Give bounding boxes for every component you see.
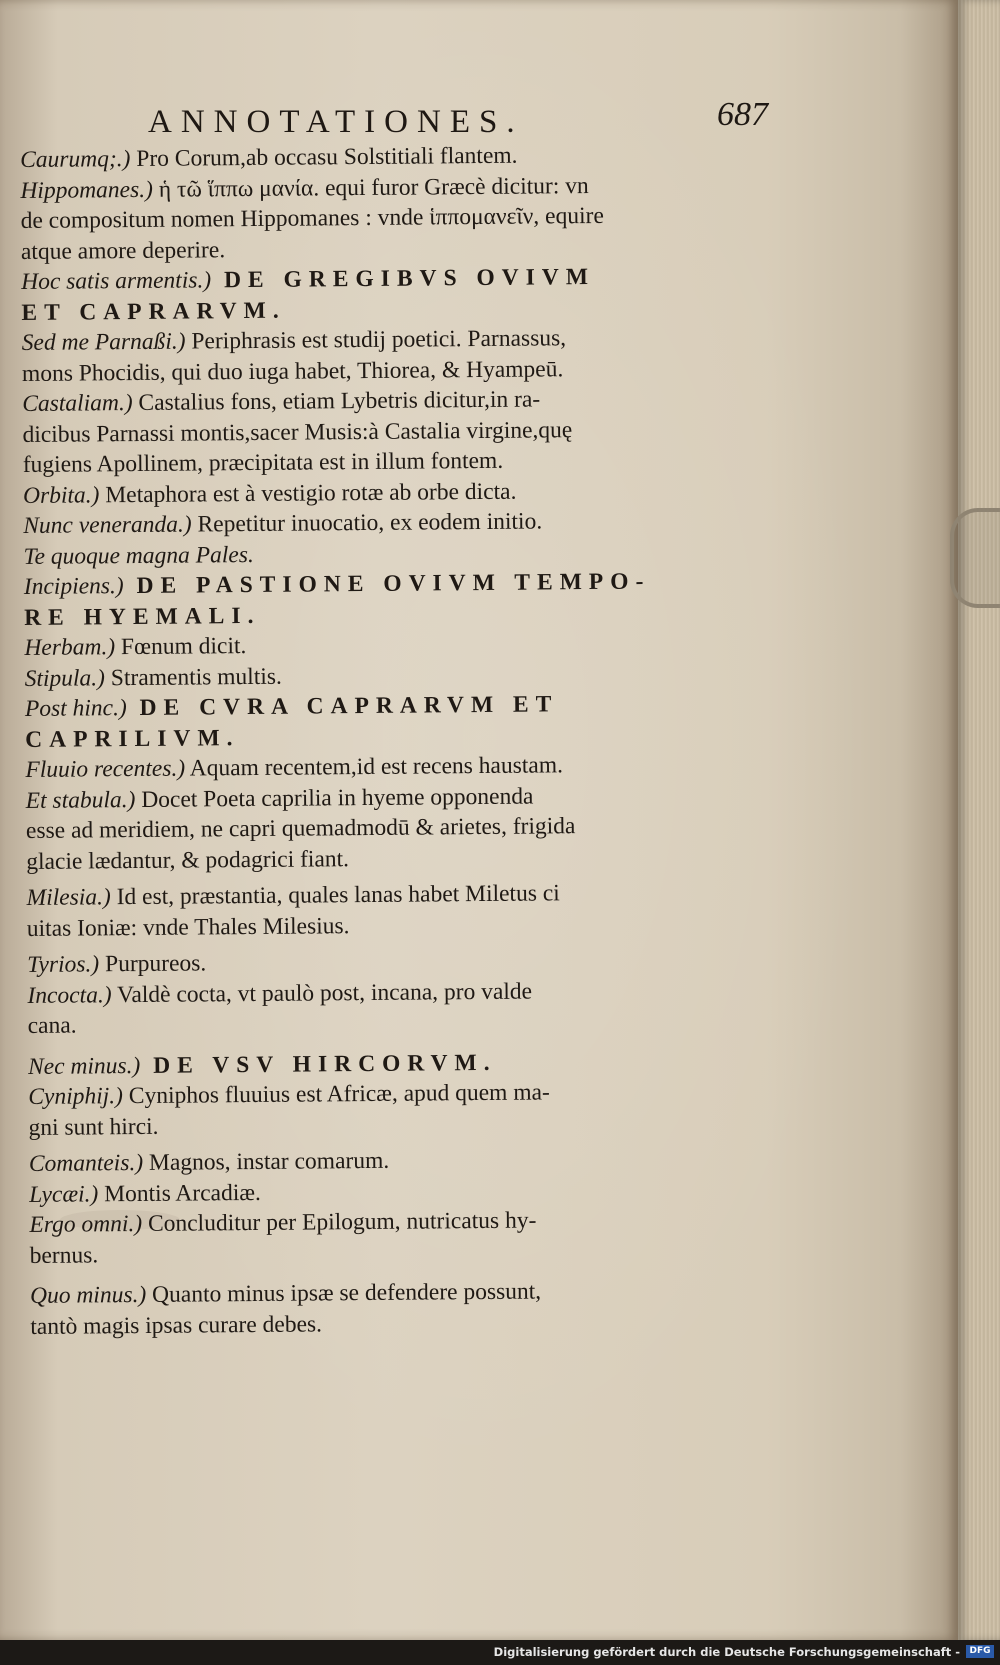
lemma: Stipula.) [24,664,106,692]
section-heading: DE CVRA CAPRARVM ET CAPRILIVM. [25,691,559,753]
page-edges [958,0,1000,1640]
gloss: Montis Arcadiæ. [98,1179,261,1207]
gloss: mons Phocidis, qui duo iuga habet, Thiorea, & Hyampeū. [21,355,564,387]
gloss: Cyniphos fluuius est Africæ, apud quem ma- [122,1079,550,1110]
lemma: Herbam.) [24,634,116,661]
section-heading: DE VSV HIRCORVM. [140,1049,497,1079]
entry-line [25,688,761,755]
lemma: Nunc veneranda.) [23,511,192,539]
lemma: Fluuio recentes.) [25,755,186,783]
gloss: dicibus Parnassi montis,sacer Musis:à Castalia virgine,quę [22,416,573,448]
gloss: atque amore deperire. [20,236,226,265]
lemma: Tyrios.) [27,951,100,978]
lemma: Orbita.) [22,481,100,509]
gloss: de compositum nomen Hippomanes : vnde ἱππομανεῖν, equire [20,202,604,234]
gloss: Periphrasis est studij poetici. Parnassus, [185,325,567,355]
gloss: fugiens Apollinem, præcipitata est in illum fontem. [22,447,504,478]
lemma: Te quoque magna Pales. [23,541,254,570]
gloss: Pro Corum,ab occasu Solstitiali flantem. [130,142,518,173]
gloss: Docet Poeta caprilia in hyeme opponenda [135,783,534,813]
gloss: Metaphora est à vestigio rotæ ab orbe dicta. [99,478,517,508]
lemma: Nec minus.) [27,1052,141,1080]
section-heading: DE PASTIONE OVIVM TEMPO- [123,568,651,600]
gloss: uitas Ioniæ: vnde Thales Milesius. [26,912,350,942]
lemma: Lycæi.) [29,1180,99,1208]
gloss: Purpureos. [99,950,207,978]
entry-line [30,1305,765,1342]
gloss: Castalius fons, etiam Lybetris dicitur,in ra- [132,386,541,417]
lemma: Castaliam.) [22,390,133,417]
gloss: Fœnum dicit. [114,633,247,661]
gloss: Magnos, instar comarum. [143,1147,390,1176]
gloss: Concluditur per Epilogum, nutricatus hy- [142,1207,537,1237]
lemma: Milesia.) [26,884,111,911]
lemma: Hippomanes.) [20,176,154,204]
gloss: bernus. [29,1241,99,1269]
lemma: Ergo omni.) [29,1210,143,1238]
lemma: Et stabula.) [25,786,136,814]
gloss: Quanto minus ipsæ se defendere possunt, [146,1278,542,1308]
lemma: Cyniphij.) [28,1083,124,1110]
gloss: cana. [27,1012,77,1039]
lemma: Sed me Parnaßi.) [21,328,186,356]
lemma: Caurumq;.) [20,146,131,173]
section-heading: ET CAPRARVM. [21,297,286,326]
gloss: ἡ τῶ ἵππω μανία. equi furor Græcè dicitur: vn [152,172,589,203]
lemma: Incocta.) [27,981,112,1009]
gloss: Aquam recentem,id est recens haustam. [185,752,564,782]
annotation-text [20,139,765,1342]
gloss: esse ad meridiem, ne capri quemadmodū & arietes, frigida [25,813,576,844]
gloss: Id est, præstantia, quales lanas habet Miletus ci [110,880,560,911]
gloss: Repetitur inuocatio, ex eodem initio. [191,508,543,538]
lemma: Comanteis.) [28,1149,144,1177]
lemma: Quo minus.) [29,1281,147,1309]
gloss: glacie lædantur, & podagrici fiant. [26,845,350,875]
lemma: Incipiens.) [23,573,124,600]
gloss: tantò magis ipsas curare debes. [30,1310,323,1340]
entry-line [24,566,759,603]
gloss: Valdè cocta, vt paulò post, incana, pro valde [111,978,533,1008]
footer-bar [0,1640,1000,1665]
running-head: ANNOTATIONES. [148,104,524,140]
funding-credit: Digitalisierung gefördert durch die Deutsche Forschungsgemeinschaft - [493,1645,960,1659]
book-clasp [950,508,1000,608]
lemma: Hoc satis armentis.) [21,267,212,295]
section-heading: DE GREGIBVS OVIVM [211,263,596,294]
lemma: Post hinc.) [24,695,127,722]
gloss: gni sunt hirci. [28,1113,159,1141]
page-number: 687 [717,96,768,133]
section-heading: RE HYEMALI. [24,602,261,631]
dfg-logo: DFG [966,1645,994,1658]
gloss: Stramentis multis. [104,663,282,691]
